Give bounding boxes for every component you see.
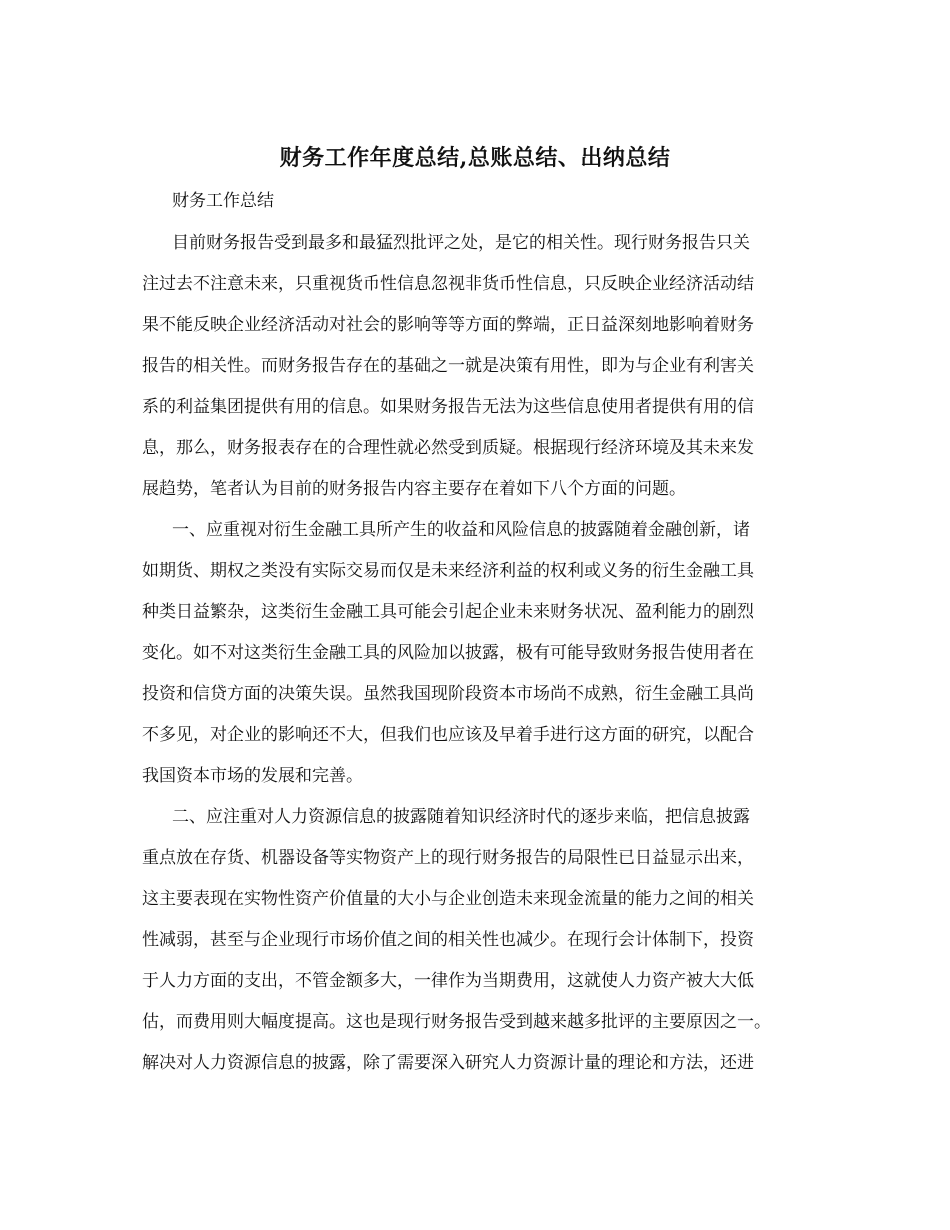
paragraph-line: 种类日益繁杂，这类衍生金融工具可能会引起企业未来财务状况、盈利能力的剧烈 bbox=[142, 602, 754, 622]
paragraph-line: 二、应注重对人力资源信息的披露随着知识经济时代的逐步来临，把信息披露 bbox=[172, 807, 750, 827]
paragraph-line: 估，而费用则大幅度提高。这也是现行财务报告受到越来越多批评的主要原因之一。 bbox=[142, 1012, 771, 1032]
section-subtitle: 财务工作总结 bbox=[172, 191, 274, 211]
paragraph-line: 一、应重视对衍生金融工具所产生的收益和风险信息的披露随着金融创新，诸 bbox=[172, 520, 750, 540]
paragraph-line: 投资和信贷方面的决策失误。虽然我国现阶段资本市场尚不成熟，衍生金融工具尚 bbox=[142, 684, 754, 704]
paragraph-line: 不多见，对企业的影响还不大，但我们也应该及早着手进行这方面的研究，以配合 bbox=[142, 725, 754, 745]
paragraph-line: 息，那么，财务报表存在的合理性就必然受到质疑。根据现行经济环境及其未来发 bbox=[142, 438, 754, 458]
paragraph-line: 重点放在存货、机器设备等实物资产上的现行财务报告的局限性已日益显示出来， bbox=[142, 848, 754, 868]
paragraph-line: 如期货、期权之类没有实际交易而仅是未来经济利益的权利或义务的衍生金融工具 bbox=[142, 561, 754, 581]
paragraph-line: 目前财务报告受到最多和最猛烈批评之处，是它的相关性。现行财务报告只关 bbox=[172, 233, 750, 253]
paragraph-line: 解决对人力资源信息的披露，除了需要深入研究人力资源计量的理论和方法，还进 bbox=[142, 1053, 754, 1073]
paragraph-line: 于人力方面的支出，不管金额多大，一律作为当期费用，这就使人力资产被大大低 bbox=[142, 971, 754, 991]
paragraph-line: 系的利益集团提供有用的信息。如果财务报告无法为这些信息使用者提供有用的信 bbox=[142, 397, 754, 417]
document-title: 财务工作年度总结,总账总结、出纳总结 bbox=[279, 145, 671, 171]
paragraph-line: 这主要表现在实物性资产价值量的大小与企业创造未来现金流量的能力之间的相关 bbox=[142, 889, 754, 909]
paragraph-line: 我国资本市场的发展和完善。 bbox=[142, 766, 363, 786]
paragraph-line: 报告的相关性。而财务报告存在的基础之一就是决策有用性，即为与企业有利害关 bbox=[142, 356, 754, 376]
paragraph-line: 展趋势，笔者认为目前的财务报告内容主要存在着如下八个方面的问题。 bbox=[142, 479, 686, 499]
paragraph-line: 果不能反映企业经济活动对社会的影响等等方面的弊端，正日益深刻地影响着财务 bbox=[142, 315, 754, 335]
paragraph-line: 性减弱，甚至与企业现行市场价值之间的相关性也减少。在现行会计体制下，投资 bbox=[142, 930, 754, 950]
paragraph-line: 变化。如不对这类衍生金融工具的风险加以披露，极有可能导致财务报告使用者在 bbox=[142, 643, 754, 663]
paragraph-line: 注过去不注意未来，只重视货币性信息忽视非货币性信息，只反映企业经济活动结 bbox=[142, 274, 754, 294]
